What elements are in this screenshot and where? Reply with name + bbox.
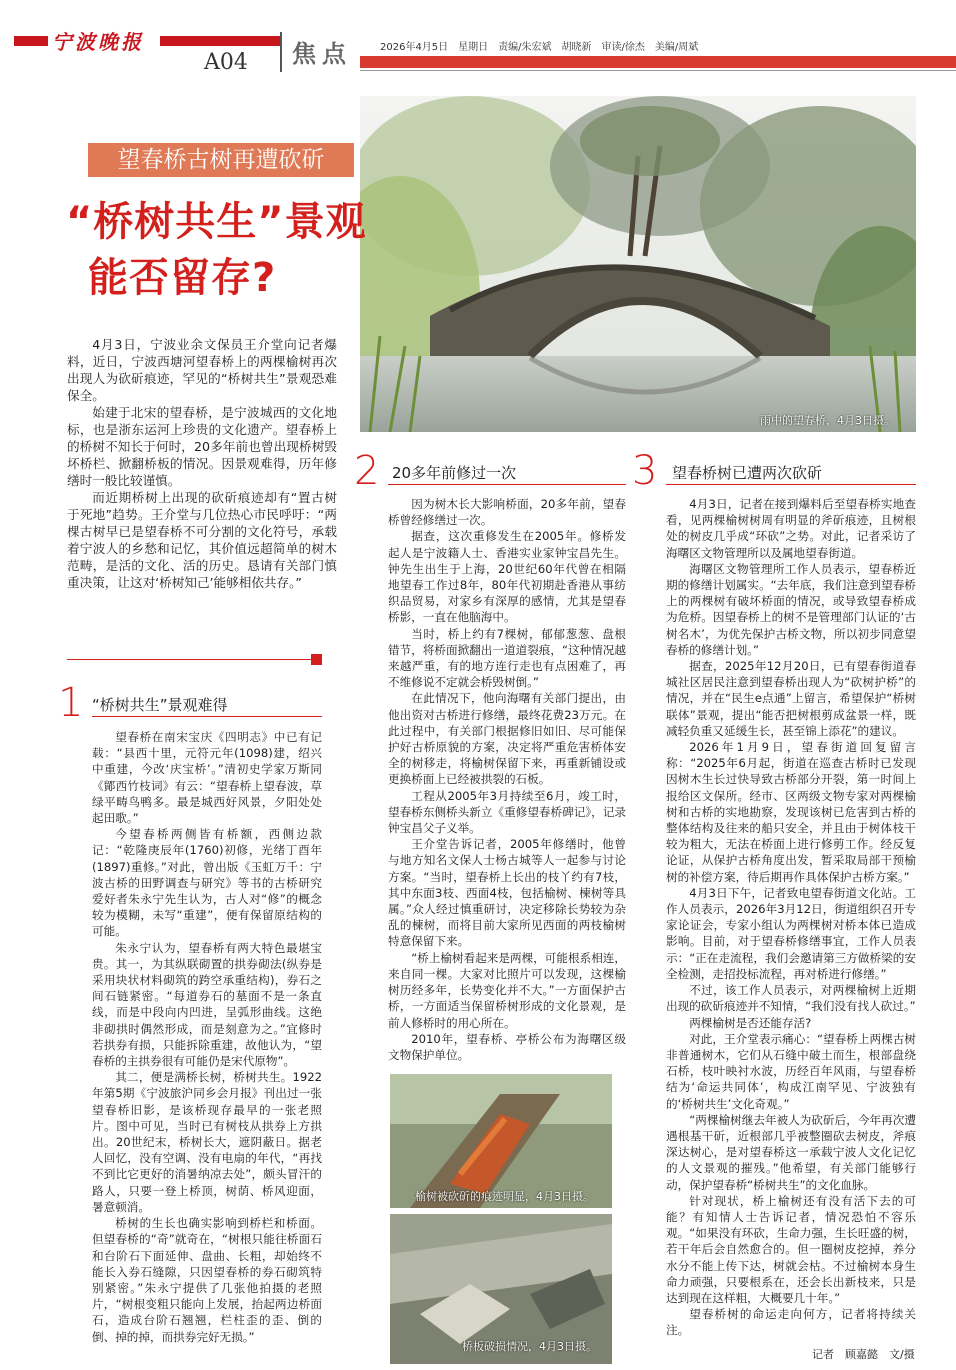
body-paragraph: 据查，这次重修发生在2005年。修桥发起人是宁波籍人士、香港实业家钟宝昌先生。钟先生出生于上海，20世纪60年代曾在相隔地望春工作过8年，80年代初期赴香港从事纺织品贸易，对家乡有深厚的感情，尤其是望春桥影，一直在他脑海中。 [388, 529, 626, 625]
section-number: 3 [632, 448, 658, 494]
lead-text [67, 336, 337, 591]
body-paragraph: 两棵榆树是否还能存活? [689, 1015, 812, 1030]
lead-separator [67, 659, 319, 660]
body-paragraph: 望春桥在南宋宝庆《四明志》中已有记载：“县西十里，元符元年(1098)建，绍兴中重建，今改‘庆宝桥’。”清初史学家万斯同《鄮西竹枝词》有云：“望春桥上望春波，草绿平畴鸟鸭多。最是城西好风景，夕阳处处起田歌。” [92, 730, 322, 826]
body-paragraph: 2026年1月9日，望春街道回复留言称：“2025年6月起，街道在巡查古桥时已发现因树木生长过快导致古桥部分开裂，第一时间上报给区文保所。经市、区两级文物专家对两棵榆树和古桥的实地勘察，发现该树已危害到古桥的整体结构及往来的船只安全，并且由于树体枝干较为粗大，无法在桥面上进行修剪工作。经反复论证，从保护古桥角度出发，暂采取局部干预榆树的补偿方案，待后期再作具体保护古桥方案。” [666, 740, 916, 884]
body-paragraph: 不过，该工作人员表示，对两棵榆树上近期出现的砍斫痕迹并不知情，“我们没有找人砍过。” [666, 983, 916, 1014]
section-name: 焦点 [292, 40, 352, 68]
body-paragraph: 据查，2025年12月20日，已有望春街道春城社区居民注意到望春桥出现人为“砍树护桥”的情况，并在“民生e点通”上留言，希望保护“桥树联体”景观，提出“能否把树根剪成盆景一样，既减轻负重又延缓生长，甚至锦上添花”的建议。 [666, 659, 916, 738]
section-body [388, 496, 626, 1063]
body-paragraph: 海曙区文物管理所工作人员表示，望春桥近期的修缮计划属实。“去年底，我们注意到望春桥上的两棵树有破坏桥面的情况，或导致望春桥成为危桥。因望春桥上的树不是管理部门认证的‘古树名木’，为优先保护古桥文物，所以初步同意望春桥的修缮计划。” [666, 561, 916, 657]
page-number: A04 [204, 50, 248, 75]
hero-photo [360, 96, 916, 432]
kicker-headline: 望春桥古树再遭砍斫 [88, 143, 354, 177]
body-paragraph: 王介堂告诉记者，2005年修缮时，他曾与地方知名文保人士杨古城等人一起参与讨论方案。“当时，望春桥上长出的枝丫约有7枝，其中东面3枝、西面4枝，包括榆树、楝树等具属。”众人经过慎重研讨，决定移除长势较为杂乱的楝树，而将目前大家所见西面的两枝榆树特意保留下来。 [388, 837, 626, 949]
header-thin-line [360, 70, 956, 71]
lead-paragraph: 始建于北宋的望春桥，是宁波城西的文化地标，也是浙东运河上珍贵的文化遗产。望春桥上的桥树不知长于何时，20多年前也曾出现桥树毁坏桥栏、掀翻桥板的情况。因景观难得，历年修缮时一般比较谨慎。 [67, 405, 337, 488]
section-body [666, 496, 916, 1339]
section-body [92, 729, 322, 1345]
photo-caption: 桥板破损情况，4月3日摄。 [462, 1340, 597, 1353]
lead-paragraph: 而近期桥树上出现的砍斫痕迹却有“置古树于死地”趋势。王介堂与几位热心市民呼吁：“两棵古树早已是望春桥不可分割的文化符号，承载着宁波人的乡愁和记忆，其价值远超简单的树木范畴，是活的文化、活的历史。恳请有关部门慎重决策，让这对‘桥树知己’能够相依共存。” [67, 490, 337, 590]
section-number: 2 [354, 448, 380, 494]
section-number: 1 [58, 680, 84, 726]
newspaper-logo: 宁波晚报 [52, 30, 144, 54]
body-paragraph: 望春桥树的命运走向何方，记者将持续关注。 [666, 1307, 916, 1338]
body-paragraph: “两棵榆树继去年被人为砍斫后，今年再次遭遇根基干斫，近根部几乎被整圈砍去树皮，斧痕深达树心，是对望春桥这一承载宁波人文化记忆的人文景观的摧残。”他希望，有关部门能够行动，保护望春桥“桥树共生”的文化血脉。 [666, 1112, 916, 1192]
body-paragraph: 针对现状，桥上榆树还有没有活下去的可能？有知情人士告诉记者，情况恐怕不容乐观。“如果没有环砍，生命力强，生长旺盛的树，若干年后会自然愈合的。但一圈树皮挖掉，养分水分不能上传下达，树就会枯。不过榆树本身生命力顽强，只要根系在，还会长出新枝来，只是达到现在这样粗，大概要几十年。” [666, 1193, 916, 1305]
header-red-bar-right [160, 36, 280, 46]
body-paragraph: 当时，桥上约有7棵树，郁郁葱葱、盘根错节，将桥面掀翻出一道道裂痕，“这种情况越来越严重，有的地方连行走也有点困难了，再不维修说不定就会桥毁树倒。” [388, 626, 626, 690]
hero-caption: 雨中的望春桥，4月3日摄。 [760, 414, 895, 427]
header-info: 2026年4月5日 星期日 责编/朱宏斌 胡晓新 审读/徐杰 美编/周斌 [380, 42, 699, 53]
section-heading: “桥树共生”景观难得 [92, 696, 228, 714]
body-paragraph: 其二，便是满桥长树，桥树共生。1922年第5期《宁波旅沪同乡会月报》刊出过一张望春桥旧影，是该桥现存最早的一张老照片。图中可见，当时已有树枝从拱券上方拱出。20世纪末，桥树长大，遮阴蔽日。据老人回忆，没有空调、没有电扇的年代，“再找不到比它更好的消暑纳凉去处”，颇头冒汗的路人，只要一登上桥顶，树荫、桥风迎面，暑意顿消。 [92, 1070, 322, 1214]
section-rule [388, 484, 626, 485]
header-divider [280, 32, 282, 72]
body-paragraph: 对此，王介堂表示痛心：“望春桥上两棵古树非普通树木，它们从石缝中破土而生，根部盘绕石桥，枝叶映衬水波，历经百年风雨，与望春桥结为‘命运共同体’，构成江南罕见、宁波独有的‘桥树共生’文化奇观。” [666, 1031, 916, 1111]
byline: 记者 顾嘉懿 文/摄 [812, 1348, 915, 1361]
body-paragraph: 因为树木长大影响桥面，20多年前，望春桥曾经修缮过一次。 [388, 497, 626, 528]
header-red-bar-left [14, 36, 48, 46]
body-paragraph: 桥树的生长也确实影响到桥栏和桥面。但望春桥的“奇”就奇在，“树根只能往桥面石和台阶石下面延伸、盘曲、长粗，却始终不能长入券石缝隙，只因望春桥的券石砌筑特别紧密。”朱永宁提供了几张他拍摄的老照片，“树根变粗只能向上发展，抬起两边桥面石，造成台阶石翘翘，栏柱歪的歪、倒的倒、掉的掉，而拱券完好无损。” [92, 1216, 322, 1344]
section-rule [666, 484, 916, 485]
header-accent-line [360, 56, 956, 68]
section-heading: 望春桥树已遭两次砍斫 [672, 464, 823, 482]
photo-caption: 榆树被砍斫的痕迹明显，4月3日摄。 [415, 1190, 594, 1203]
body-paragraph: 工程从2005年3月持续至6月，竣工时，望春桥东侧桥头新立《重修望春桥碑记》，记录钟宝昌父子义举。 [388, 788, 626, 836]
headline-line2: 能否留存? [88, 255, 277, 301]
body-paragraph: 4月3日下午，记者致电望春街道文化站。工作人员表示，2026年3月12日，街道组织召开专家论证会，专家小组认为两棵树对桥本体已造成影响。目前，对于望春桥修缮事宜，工作人员表示：“正在走流程，我们会邀请第三方做桥梁的安全检测，走招投标流程，再对桥进行修缮。” [666, 885, 916, 981]
lead-separator-square [311, 654, 322, 665]
body-paragraph: “桥上榆树看起来是两棵，可能根系相连，来自同一棵。大家对比照片可以发现，这棵榆树历经多年，长势变化并不大。”一方面保护古桥，一方面适当保留桥树形成的文化景观，是前人修桥时的用心所在。 [388, 950, 626, 1030]
body-paragraph: 4月3日，记者在接到爆料后至望春桥实地查看，见两棵榆树树周有明显的斧斫痕迹，且树根处的树皮几乎成“环砍”之势。对此，记者采访了海曙区文物管理所以及属地望春街道。 [666, 497, 916, 560]
body-paragraph: 在此情况下，他向海曙有关部门提出，由他出资对古桥进行修缮，最终花费23万元。在此过程中，有关部门根据修旧如旧、尽可能保护好古桥原貌的方案，决定将严重危害桥体安全的树移走，将榆树保留下来，再重新铺设或更换桥面上已经被拱裂的石板。 [388, 691, 626, 787]
section-rule [92, 716, 322, 717]
section-heading: 20多年前修过一次 [392, 464, 517, 482]
body-paragraph: 今望春桥两侧皆有桥额，西侧边款记：“乾隆庚辰年(1760)初修，光绪丁酉年(1897)重修。”对此，曾出版《玉虹万千：宁波古桥的田野调查与研究》等书的古桥研究爱好者朱永宁先生认为，古人对“修”的概念较为模糊，未写“重建”，便有保留原结构的可能。 [92, 827, 322, 939]
body-paragraph: 朱永宁认为，望春桥有两大特色最堪宝贵。其一，为其纵联砌置的拱券砌法(纵券是采用块状材料砌筑的跨空承重结构)，券石之间石链紧密。“每道券石的墓面不是一条直线，而是中段向内凹进，呈弧形曲线。这绝非砌拱时偶然形成，而是刻意为之。”宜修时若拱券有损，只能拆除重建，故他认为，“望春桥的主拱券很有可能仍是宋代原物”。 [92, 940, 322, 1069]
lead-paragraph: 4月3日，宁波业余文保员王介堂向记者爆料，近日，宁波西塘河望春桥上的两棵榆树再次出现人为砍斫痕迹，罕见的“桥树共生”景观恐难保全。 [67, 337, 337, 403]
headline-line1: “桥树共生”景观 [66, 199, 367, 245]
body-paragraph: 2010年，望春桥、亭桥公布为海曙区级文物保护单位。 [388, 1031, 626, 1062]
